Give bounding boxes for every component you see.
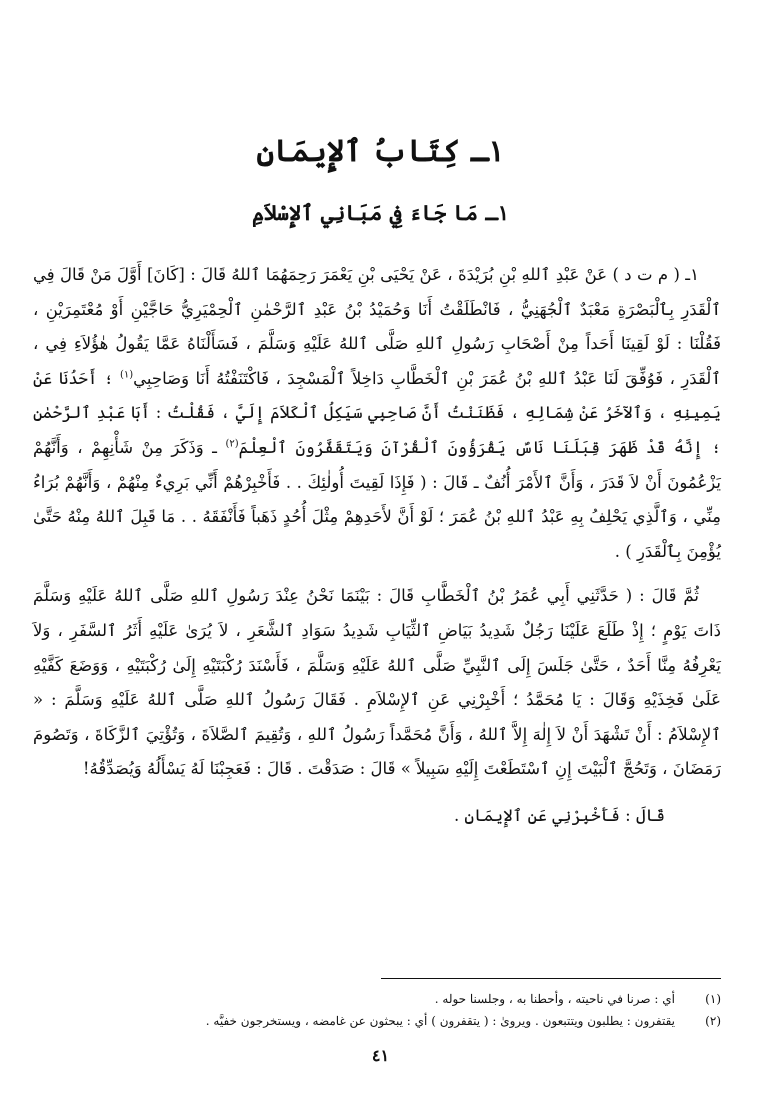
footnotes-section: [33, 988, 721, 1032]
footnote-marker-2[interactable]: (٢): [225, 438, 239, 450]
footnote-marker-1[interactable]: (١): [119, 369, 134, 381]
hadith-paragraph-2: ثُمَّ قَالَ : ( حَدَّثَنِي أَبِي عُمَرُ بْنُ ٱلْخَطَّابِ قَالَ : بَيْنَمَا نَحْنُ عِنْدَ رَسُولِ ٱللهِ صَلَّى ٱللهُ عَلَيْهِ وَسَلَّمَ ذَاتَ يَوْمٍ ؛ إِذْ طَلَعَ عَلَيْنَا رَجُلٌ شَدِيدُ بَيَاضِ ٱلثِّيَابِ شَدِيدُ سَوَادِ ٱلشَّعَرِ ، لاَ يُرَىٰ عَلَيْهِ أَثَرُ ٱلسَّفَرِ ، وَلاَ يَعْرِفُهُ مِنَّا أَحَدٌ ، حَتَّىٰ جَلَسَ إِلَى ٱلنَّبِيِّ صَلَّى ٱللهُ عَلَيْهِ وَسَلَّمَ ، فَأَسْنَدَ رُكْبَتَيْهِ إِلَىٰ رُكْبَتَيْهِ ، وَوَضَعَ كَفَّيْهِ عَلَىٰ فَخِذَيْهِ وَقَالَ : يَا مُحَمَّدُ ؛ أَخْبِرْنِي عَنِ ٱلإِسْلاَمِ . فَقَالَ رَسُولُ ٱللهِ صَلَّى ٱللهُ عَلَيْهِ وَسَلَّمَ : « ٱلإِسْلاَمُ : أَنْ تَشْهَدَ أَنْ لاَ إِلٰهَ إِلاَّ ٱللهُ ، وَأَنَّ مُحَمَّداً رَسُولُ ٱللهِ ، وَتُقِيمَ ٱلصَّلاَةَ ، وَتُؤْتِيَ ٱلزَّكَاةَ ، وَتَصُومَ رَمَضَانَ ، وَتَحُجَّ ٱلْبَيْتَ إِنِ ٱسْتَطَعْتَ إِلَيْهِ سَبِيلاً » قَالَ : صَدَقْتَ . قَالَ : فَعَجِبْنَا لَهُ يَسْأَلُهُ وَيُصَدِّقُهُ!: [33, 586, 721, 779]
paragraph-1-text-b: ؛ أَحَدُنَا عَنْ يَمِينِهِ ، وَٱلآخَرُ عَنْ شِمَالِهِ ، فَظَنَنْتُ أَنَّ صَاحِبِي سَيَكِلُ ٱلْكَلاَمَ إِلَيَّ ، فَقُلْتُ : أَبَا عَبْدِ ٱلرَّحْمٰنِ ؛ إِنَّهُ قَدْ ظَهَرَ قِبَلَنَا نَاسٌ يَقْرَؤُونَ ٱلْقُرْآنَ وَيَتَقَفَّرُونَ ٱلْعِلْمَ: [33, 368, 721, 457]
footnote-number: (٢): [705, 1014, 721, 1028]
footnote-divider: [381, 978, 721, 979]
footnote-item: [33, 988, 721, 1010]
footnote-item: [33, 1010, 721, 1032]
footnote-text: يقتفرون : يطلبون ويتتبعون . ويروىٰ : ( يتقفرون ) أي : يبحثون عن غامضه ، ويستخرجون خفيَّه .: [205, 1014, 675, 1028]
page-number: ٤١: [371, 1046, 390, 1065]
hadith-text: [33, 258, 721, 834]
paragraph-1-text-a: ١ـ ( م ت د ) عَنْ عَبْدِ ٱللهِ بْنِ بُرَيْدَةَ ، عَنْ يَحْيَى بْنِ يَعْمَرَ رَحِمَهُمَا ٱللهُ قَالَ : [كَانَ] أَوَّلَ مَنْ قَالَ فِي ٱلْقَدَرِ بِٱلْبَصْرَةِ مَعْبَدٌ ٱلْجُهَنِيُّ ، فَانْطَلَقْتُ أَنَا وَحُمَيْدُ بْنُ عَبْدِ ٱلرَّحْمٰنِ ٱلْحِمْيَرِيُّ حَاجَّيْنِ أَوْ مُعْتَمِرَيْنِ ، فَقُلْنَا : لَوْ لَقِينَا أَحَداً مِنْ أَصْحَابِ رَسُولِ ٱللهِ صَلَّى ٱللهُ عَلَيْهِ وَسَلَّمَ ، فَسَأَلْنَاهُ عَمَّا يَقُولُ هٰؤُلاَءِ فِي ، ٱلْقَدَرِ ، فَوُفِّقَ لَنَا عَبْدُ ٱللهِ بْنُ عُمَرَ بْنِ ٱلْخَطَّابِ دَاخِلاً ٱلْمَسْجِدَ ، فَاكْتَنَفْتُهُ أَنَا وَصَاحِبِي: [33, 265, 721, 388]
hadith-paragraph-3: قَالَ : فَأَخْبِرْنِي عَنِ ٱلإِيمَانِ .: [453, 805, 665, 825]
section-title: ١ـ مَا جَاءَ فِي مَبَانِي ٱلإِسْلاَمِ: [251, 200, 510, 225]
hadith-paragraph-1: [33, 258, 721, 569]
paragraph-1-text-c: ـ وَذَكَرَ مِنْ شَأْنِهِمْ ، وَأَنَّهُمْ يَزْعُمُونَ أَنْ لاَ قَدَرَ ، وَأَنَّ ٱلأَمْرَ أُنُفٌ ـ قَالَ : ( فَإِذَا لَقِيتَ أُولٰئِكَ . . فَأَخْبِرْهُمْ أَنِّي بَرِيءٌ مِنْهُمْ ، وَأَنَّهُمْ بُرَاءُ مِنِّي ، وَٱلَّذِي يَحْلِفُ بِهِ عَبْدُ ٱللهِ بْنُ عُمَرَ ؛ لَوْ أَنَّ لأَحَدِهِمْ مِثْلَ أُحُدٍ ذَهَباً فَأَنْفَقَهُ . . مَا قَبِلَ ٱللهُ مِنْهُ حَتَّىٰ يُؤْمِنَ بِٱلْقَدَرِ ) .: [33, 437, 721, 561]
footnote-number: (١): [705, 992, 721, 1006]
footnote-text: أي : صرنا في ناحيته ، وأحطنا به ، وجلسنا حوله .: [434, 992, 675, 1006]
chapter-title: ١ـ كِتَابُ ٱلإِيمَانِ: [256, 134, 505, 169]
